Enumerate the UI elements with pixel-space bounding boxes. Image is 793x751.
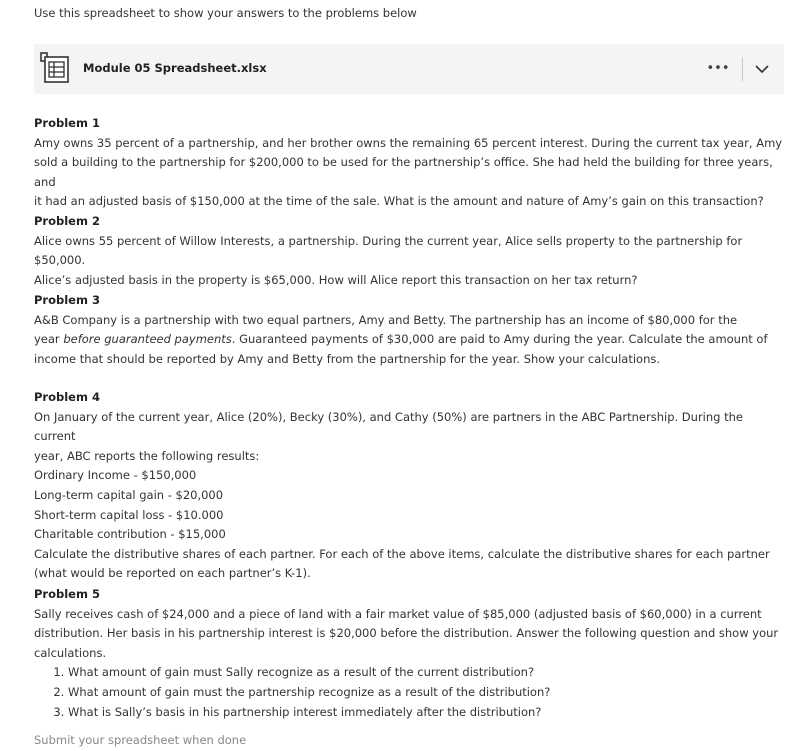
problem-text-line: (what would be reported on each partner’s K-1). bbox=[34, 566, 311, 581]
problem-text-line: Alice’s adjusted basis in the property is $65,000. How will Alice report this transaction on her tax return? bbox=[34, 272, 638, 287]
problem-4 bbox=[34, 388, 786, 584]
problem-text-line: distribution. Her basis in his partnership interest is $20,000 before the distribution. Answer the following question and show your bbox=[34, 626, 779, 641]
problem-text-line: it had an adjusted basis of $150,000 at the time of the sale. What is the amount and nature of Amy’s gain on this transaction? bbox=[34, 194, 764, 209]
problem-text-line: year, ABC reports the following results: bbox=[34, 448, 260, 463]
problem-3 bbox=[34, 291, 786, 369]
intro-text: Use this spreadsheet to show your answers to the problems below bbox=[34, 6, 417, 20]
problem-text-line: Sally receives cash of $24,000 and a piece of land with a fair market value of $85,000 (adjusted basis of $60,000) in a current bbox=[34, 606, 762, 621]
problem-5 bbox=[34, 585, 786, 722]
problem-title: Problem 1 bbox=[34, 116, 100, 130]
text-segment: year bbox=[34, 332, 64, 347]
problem-text-line: Alice owns 55 percent of Willow Interests, a partnership. During the current year, Alice sells property to the partnership for $50,000. bbox=[34, 233, 743, 268]
file-name[interactable]: Module 05 Spreadsheet.xlsx bbox=[83, 61, 267, 75]
problem-text-line: sold a building to the partnership for $200,000 to be used for the partnership’s office. She had held the building for three years, and bbox=[34, 155, 773, 189]
cutoff-text: Submit your spreadsheet when done bbox=[34, 733, 247, 747]
card-divider bbox=[742, 57, 743, 81]
results-list bbox=[34, 466, 786, 544]
question-list bbox=[34, 663, 786, 722]
problem-text-line: Amy owns 35 percent of a partnership, and her brother owns the remaining 65 percent interest. During the current tax year, Amy bbox=[34, 135, 783, 150]
list-item: 3. What is Sally’s basis in his partnership interest immediately after the distribution? bbox=[68, 703, 786, 723]
list-item: Short-term capital loss - $10.000 bbox=[34, 507, 224, 522]
list-item: Long-term capital gain - $20,000 bbox=[34, 487, 224, 502]
emphasized-text: before guaranteed payments bbox=[63, 332, 232, 347]
problem-title: Problem 2 bbox=[34, 214, 100, 228]
list-item: 1. What amount of gain must Sally recognize as a result of the current distribution? bbox=[68, 663, 786, 683]
problem-text-line bbox=[34, 330, 786, 350]
text-segment: . Guaranteed payments of $30,000 are paid to Amy during the year. Calculate the amount of bbox=[231, 332, 768, 347]
list-item: 2. What amount of gain must the partnership recognize as a result of the distribution? bbox=[68, 683, 786, 703]
list-item: Ordinary Income - $150,000 bbox=[34, 468, 197, 483]
problem-title: Problem 3 bbox=[34, 293, 100, 307]
problem-text-line: income that should be reported by Amy and Betty from the partnership for the year. Show your calculations. bbox=[34, 351, 661, 366]
problem-title: Problem 4 bbox=[34, 390, 100, 404]
spreadsheet-file-icon bbox=[40, 52, 70, 84]
problem-text-line: Calculate the distributive shares of each partner. For each of the above items, calculate the distributive shares for each partner bbox=[34, 546, 770, 561]
list-item: Charitable contribution - $15,000 bbox=[34, 527, 226, 542]
more-options-button[interactable]: ••• bbox=[706, 61, 730, 76]
chevron-down-icon[interactable] bbox=[753, 60, 771, 78]
file-attachment-card[interactable] bbox=[34, 44, 784, 94]
problem-2 bbox=[34, 212, 786, 290]
problem-text-line: calculations. bbox=[34, 645, 107, 660]
problem-text-line: A&B Company is a partnership with two equal partners, Amy and Betty. The partnership has an income of $80,000 for the bbox=[34, 312, 738, 327]
problem-title: Problem 5 bbox=[34, 587, 100, 601]
problem-1 bbox=[34, 114, 786, 212]
problem-text-line: On January of the current year, Alice (20%), Becky (30%), and Cathy (50%) are partners in the ABC Partnership. During the current bbox=[34, 409, 743, 444]
